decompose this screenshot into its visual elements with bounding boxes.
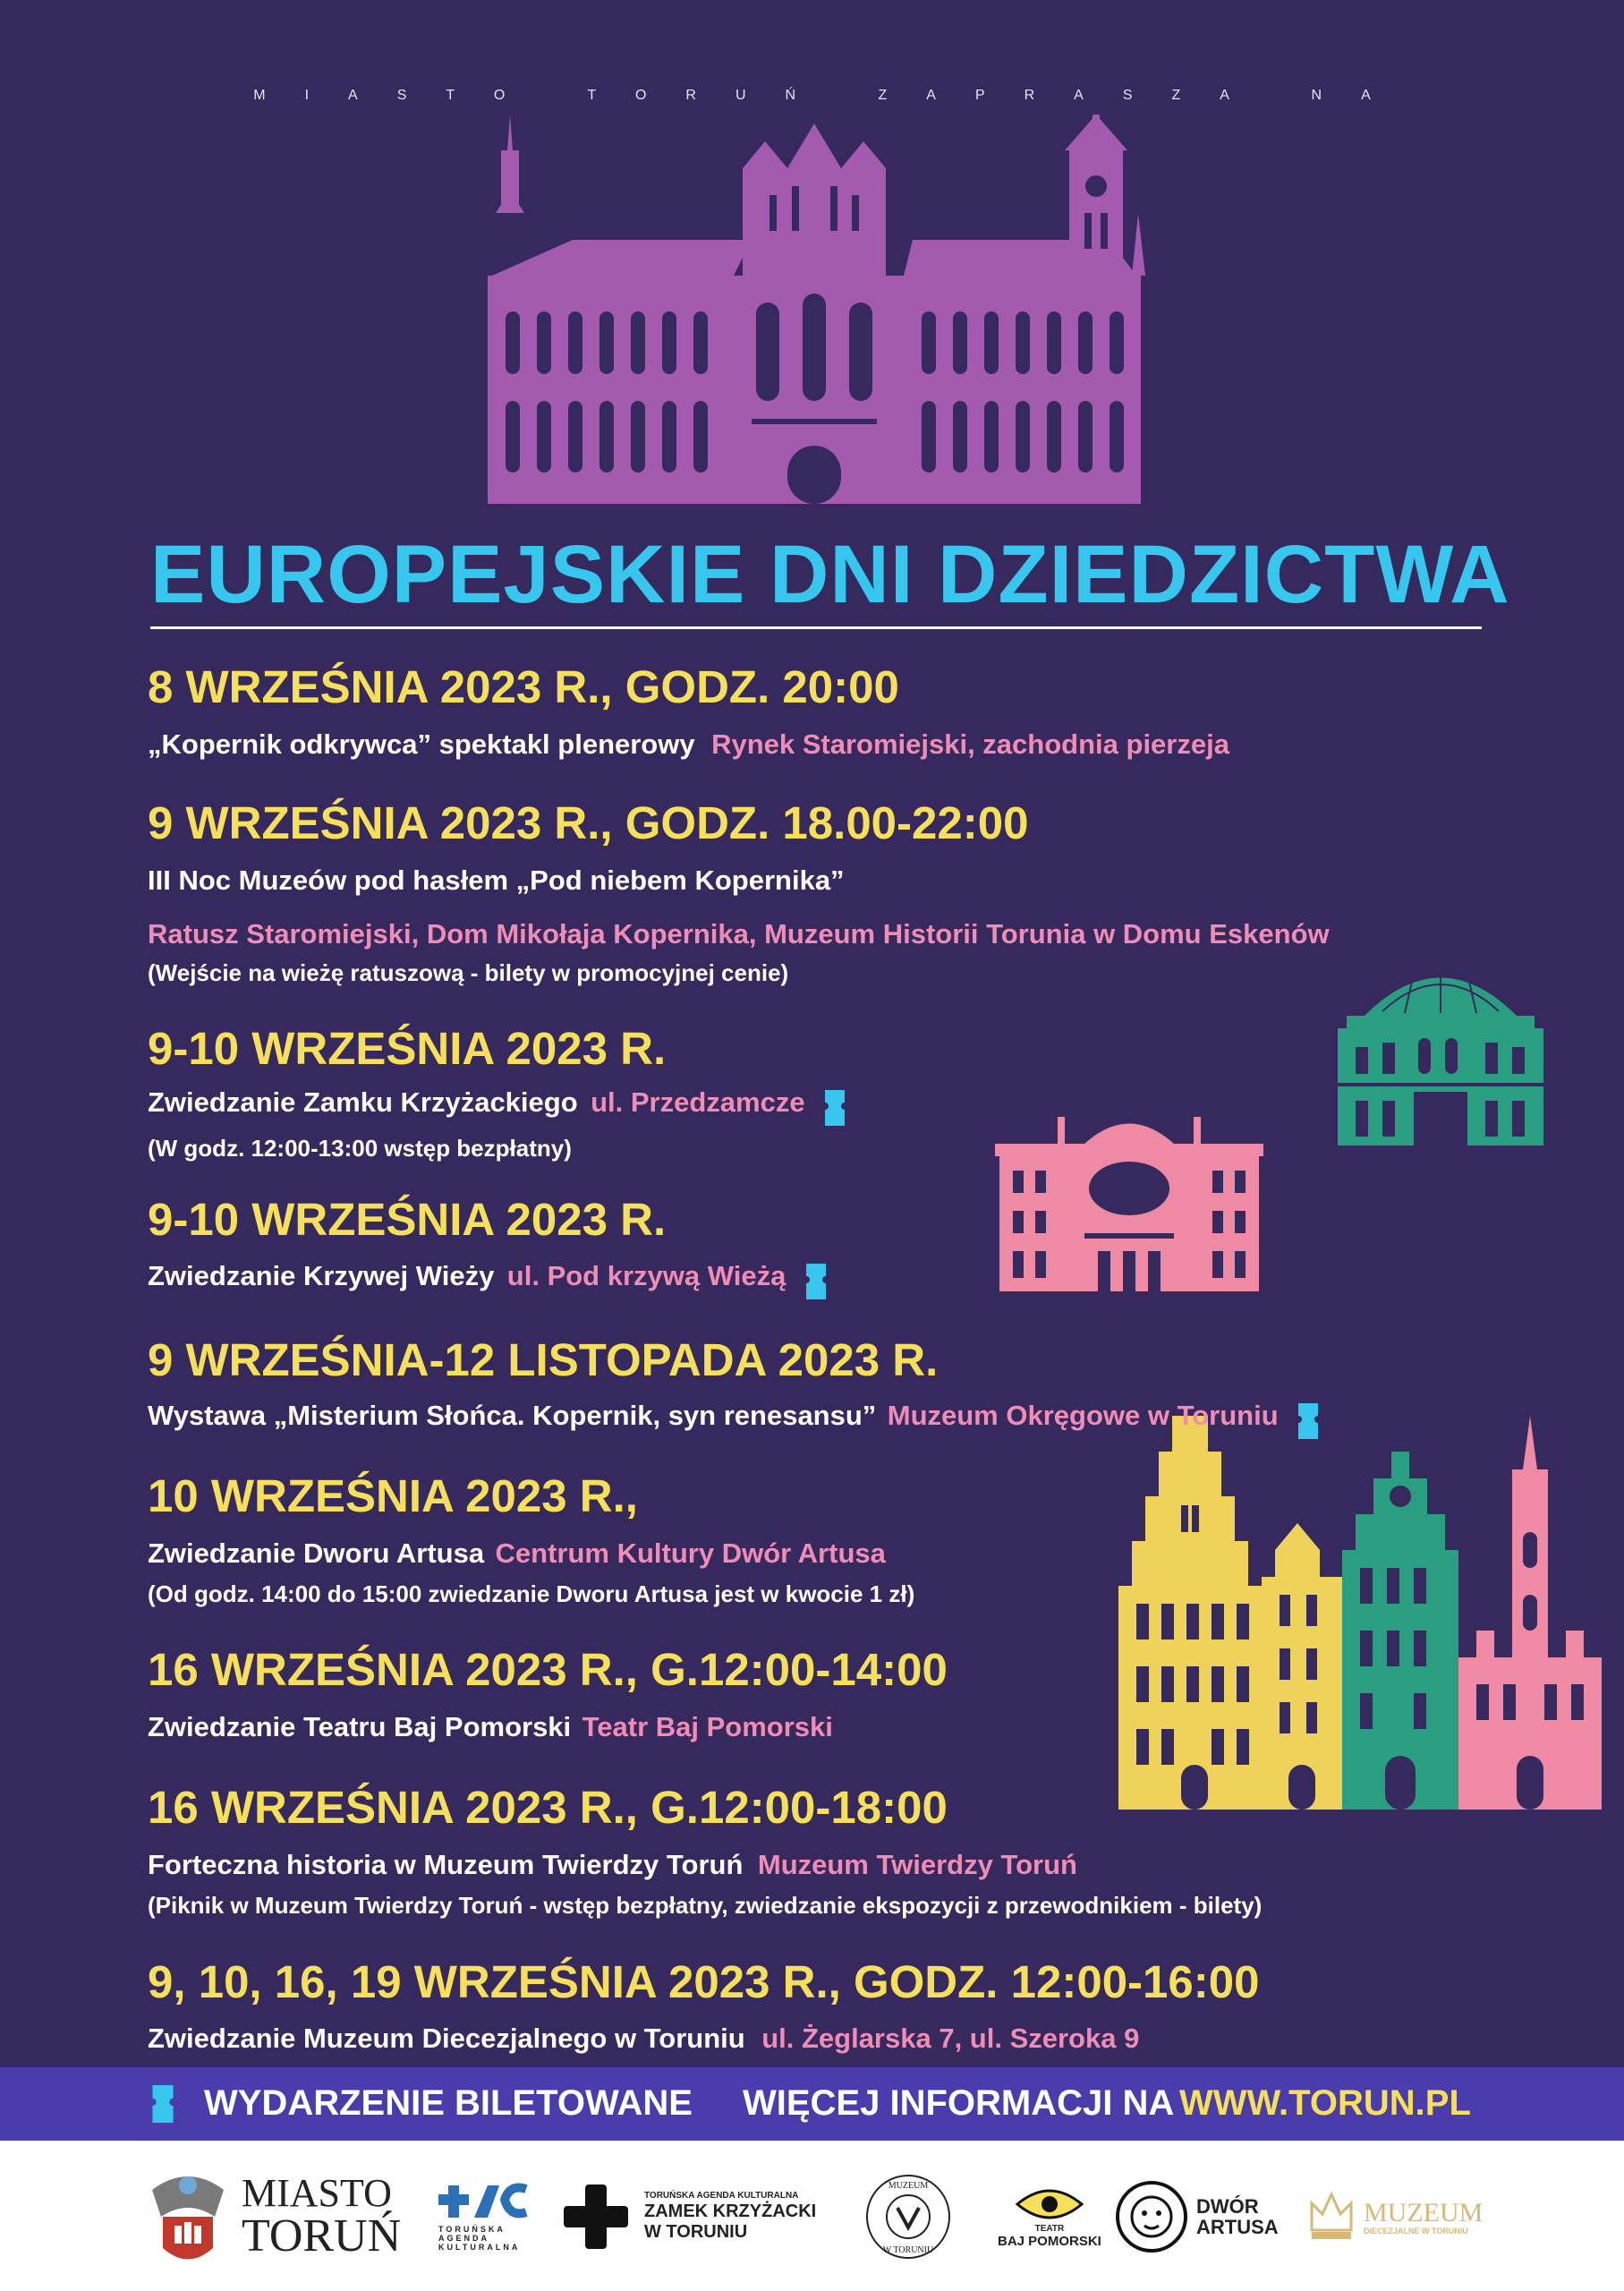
ticket-icon — [152, 2085, 174, 2123]
event-note: (Piknik w Muzeum Twierdzy Toruń - wstęp bezpłatny, zwiedzanie ekspozycji z przewodnikiem - bilety) — [148, 1892, 1263, 1919]
event-title: Zwiedzanie Krzywej Wieży — [148, 1260, 495, 1291]
town-hall-illustration — [483, 115, 1145, 504]
tak-logo[interactable] — [438, 2159, 528, 2275]
event-title: Zwiedzanie Zamku Krzyżackiego — [148, 1086, 578, 1118]
more-info-label: WIĘCEJ INFORMACJI NA — [743, 2083, 1175, 2123]
muzeum-okregowe-logo[interactable] — [863, 2159, 953, 2275]
ticket-icon — [1298, 1403, 1318, 1439]
muzeum-label: MUZEUM — [1364, 2197, 1484, 2227]
torun-label: TORUŃ — [242, 2210, 402, 2261]
dwor-line2: ARTUSA — [1196, 2216, 1279, 2238]
old-town-houses-illustration — [1118, 1416, 1620, 1810]
event-details — [148, 1711, 833, 1743]
event-title: Wystawa „Misterium Słońca. Kopernik, syn renesansu” — [148, 1400, 877, 1431]
zamek-krzyzacki-logo[interactable] — [564, 2159, 816, 2275]
event-title: III Noc Muzeów pod hasłem „Pod niebem Kopernika” — [148, 864, 845, 896]
partner-logos — [0, 2141, 1624, 2291]
svg-text:MUZEUM: MUZEUM — [888, 2181, 929, 2191]
event-location: Teatr Baj Pomorski — [582, 1711, 833, 1742]
event-location: Muzeum Okręgowe w Toruniu — [887, 1400, 1279, 1431]
title-divider — [150, 626, 1482, 629]
event-details — [148, 1086, 845, 1126]
muzeum-diecezjalne-logo[interactable] — [1306, 2159, 1483, 2275]
svg-text:W TORUNIU: W TORUNIU — [882, 2245, 934, 2255]
miasto-label: MIASTO — [242, 2171, 392, 2215]
ticket-icon — [806, 1264, 826, 1299]
page-title: EUROPEJSKIE DNI DZIEDZICTWA — [150, 529, 1510, 620]
ticketed-event-label: WYDARZENIE BILETOWANE — [204, 2083, 693, 2123]
website-link[interactable]: WWW.TORUN.PL — [1179, 2083, 1471, 2123]
zamek-line1: ZAMEK KRZYŻACKI — [644, 2201, 817, 2221]
dwor-artusa-logo[interactable] — [1114, 2159, 1279, 2275]
miasto-torun-logo[interactable] — [143, 2159, 401, 2275]
event-note: (W godz. 12:00-13:00 wstęp bezpłatny) — [148, 1135, 572, 1162]
city-coat-of-arms-icon — [143, 2163, 233, 2270]
cross-icon — [564, 2185, 628, 2249]
event-date: 9, 10, 16, 19 WRZEŚNIA 2023 R., GODZ. 12:00-16:00 — [148, 1956, 1260, 2007]
muzeum-okregowe-seal — [863, 2172, 953, 2261]
tagline: MIASTO TORUŃ ZAPRASZA NA — [253, 88, 1410, 103]
crown-icon — [1306, 2185, 1356, 2248]
planetarium-illustration — [1329, 949, 1552, 1146]
event-location: Centrum Kultury Dwór Artusa — [495, 1537, 886, 1569]
tak-mark-icon — [438, 2182, 528, 2221]
event-location: Ratusz Staromiejski, Dom Mikołaja Kopernika, Muzeum Historii Torunia w Domu Eskenów — [148, 918, 1330, 950]
event-date: 8 WRZEŚNIA 2023 R., GODZ. 20:00 — [148, 661, 899, 712]
event-note: (Od godz. 14:00 do 15:00 zwiedzanie Dworu Artusa jest w kwocie 1 zł) — [148, 1580, 915, 1607]
tak-caption: TORUŃSKA AGENDA KULTURALNA — [438, 2225, 521, 2252]
event-title: Forteczna historia w Muzeum Twierdzy Toruń — [148, 1849, 744, 1880]
event-date: 9-10 WRZEŚNIA 2023 R. — [148, 1194, 667, 1245]
zamek-line2: W TORUNIU — [644, 2221, 748, 2242]
theatre-illustration — [995, 1099, 1263, 1291]
event-date: 16 WRZEŚNIA 2023 R., G.12:00-14:00 — [148, 1644, 948, 1695]
event-location: Rynek Staromiejski, zachodnia pierzeja — [711, 728, 1229, 760]
event-location: Muzeum Twierdzy Toruń — [757, 1849, 1077, 1880]
event-title: Zwiedzanie Dworu Artusa — [148, 1537, 485, 1569]
event-details — [148, 2023, 1139, 2055]
event-title: Zwiedzanie Muzeum Diecezjalnego w Toruniu — [148, 2023, 745, 2054]
lion-head-icon — [1114, 2179, 1189, 2254]
event-date: 9 WRZEŚNIA-12 LISTOPADA 2023 R. — [148, 1334, 939, 1385]
event-location: ul. Przedzamcze — [591, 1086, 805, 1118]
event-title: „Kopernik odkrywca” spektakl plenerowy — [148, 728, 695, 760]
event-note: (Wejście na wieżę ratuszową - bilety w promocyjnej cenie) — [148, 959, 789, 986]
event-date: 16 WRZEŚNIA 2023 R., G.12:00-18:00 — [148, 1782, 948, 1833]
event-date: 9-10 WRZEŚNIA 2023 R. — [148, 1023, 667, 1074]
event-date: 10 WRZEŚNIA 2023 R., — [148, 1470, 638, 1521]
muzeum-caption: DIECEZJALNE W TORUNIU — [1364, 2226, 1468, 2236]
baj-caption: TEATR — [1034, 2224, 1065, 2234]
event-title: Zwiedzanie Teatru Baj Pomorski — [148, 1711, 572, 1742]
dwor-line1: DWÓR — [1196, 2194, 1259, 2218]
event-location: ul. Żeglarska 7, ul. Szeroka 9 — [761, 2023, 1140, 2054]
baj-eye-icon — [1014, 2185, 1085, 2224]
footer-info-bar — [0, 2067, 1624, 2141]
event-details — [148, 1537, 886, 1570]
event-location: ul. Pod krzywą Wieżą — [506, 1260, 786, 1291]
zamek-caption: TORUŃSKA AGENDA KULTURALNA — [644, 2191, 799, 2202]
baj-pomorski-logo[interactable] — [998, 2159, 1101, 2275]
event-details — [148, 1400, 1318, 1439]
event-details — [148, 1849, 1077, 1881]
baj-label: BAJ POMORSKI — [998, 2234, 1101, 2249]
event-details — [148, 1260, 826, 1299]
event-details — [148, 728, 1229, 761]
ticket-icon — [825, 1090, 845, 1126]
event-date: 9 WRZEŚNIA 2023 R., GODZ. 18.00-22:00 — [148, 797, 1029, 848]
